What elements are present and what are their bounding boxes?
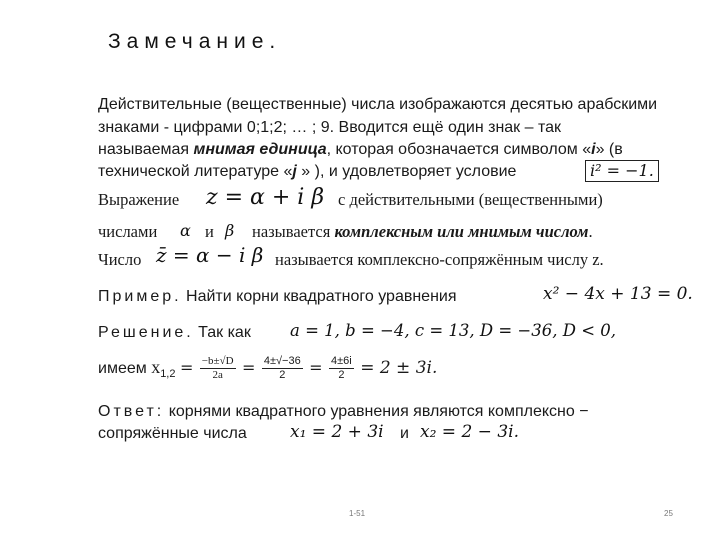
imaginary-unit-term: мнимая единица	[193, 141, 327, 158]
text-span: и	[205, 222, 214, 241]
fraction-numerator: −b±√D	[201, 355, 234, 368]
answer-label: Ответ:	[98, 403, 165, 420]
equals-sign: =	[241, 358, 256, 377]
fraction-numerator: 4±√−36	[263, 355, 301, 368]
paragraph-line: Выражение	[98, 190, 180, 209]
quadratic-equation: x² − 4x + 13 = 0.	[543, 284, 693, 304]
root-x2: x₂ = 2 − 3i.	[420, 422, 519, 442]
symbol-i: i	[591, 141, 596, 158]
text-span: » ), и удовлетворяет условие	[296, 163, 517, 180]
x-subscript: 1,2	[160, 368, 176, 381]
slide-footer-label: 1-51	[349, 509, 366, 518]
symbol-j: j	[292, 163, 297, 180]
solution-line	[98, 323, 251, 343]
root-x1: x₁ = 2 + 3i	[290, 422, 384, 442]
equals-sign: =	[179, 358, 194, 377]
fraction-denominator: 2a	[212, 369, 223, 382]
conjugate-formula: z̄ = α − i β	[156, 243, 264, 267]
slide-number: 25	[664, 509, 673, 518]
text-span: технической литературе «	[98, 163, 293, 180]
complex-number-formula: z = α + i β	[206, 185, 325, 210]
answer-line: сопряжённые числа	[98, 425, 247, 442]
complex-number-term: комплексным или мнимым числом	[334, 222, 589, 241]
fraction-numerator: 4±6i	[331, 355, 352, 368]
condition-formula-box: i² = −1.	[585, 160, 659, 182]
fraction-3	[329, 355, 354, 382]
solution-label: Решение.	[98, 324, 194, 341]
equals-sign: =	[309, 358, 323, 377]
text-span: » (в	[595, 141, 623, 158]
fraction-1	[200, 355, 236, 382]
paragraph-line	[98, 140, 623, 160]
roots-result: = 2 ± 3i.	[360, 358, 438, 378]
fraction-denominator: 2	[279, 369, 286, 382]
paragraph-line: числами	[98, 222, 158, 241]
paragraph-line: знаками - цифрами 0;1;2; … ; 9. Вводится ещё один знак – так	[98, 119, 562, 136]
beta-symbol: β	[225, 221, 235, 240]
example-label: Пример.	[98, 288, 182, 305]
text-span: и	[400, 425, 409, 442]
text-span: , которая обозначается символом «	[326, 141, 592, 158]
x-variable: x	[151, 357, 161, 377]
paragraph-line	[98, 162, 516, 182]
answer-line	[98, 402, 589, 422]
page-title: Замечание.	[108, 30, 282, 53]
text-span: имеем	[98, 360, 147, 377]
paragraph-line: Действительные (вещественные) числа изображаются десятью арабскими	[98, 96, 658, 113]
alpha-symbol: α	[180, 221, 191, 240]
roots-formula-line	[98, 352, 437, 389]
text-span: называется	[252, 222, 335, 241]
example-text: Найти корни квадратного уравнения	[186, 288, 457, 305]
paragraph-line: называется комплексно-сопряжённым числу z.	[275, 250, 604, 269]
coefficients-formula: a = 1, b = −4, c = 13, D = −36, D < 0,	[290, 321, 617, 340]
paragraph-line: Число	[98, 250, 142, 269]
solution-text: Так как	[198, 324, 251, 341]
text-span: .	[588, 222, 593, 241]
paragraph-line	[252, 222, 593, 242]
paragraph-line: с действительными (вещественными)	[338, 190, 603, 209]
example-line	[98, 287, 457, 307]
text-span: называемая	[98, 141, 194, 158]
fraction-denominator: 2	[338, 369, 345, 382]
answer-text: корнями квадратного уравнения являются комплексно −	[168, 403, 589, 420]
fraction-2	[262, 355, 303, 382]
